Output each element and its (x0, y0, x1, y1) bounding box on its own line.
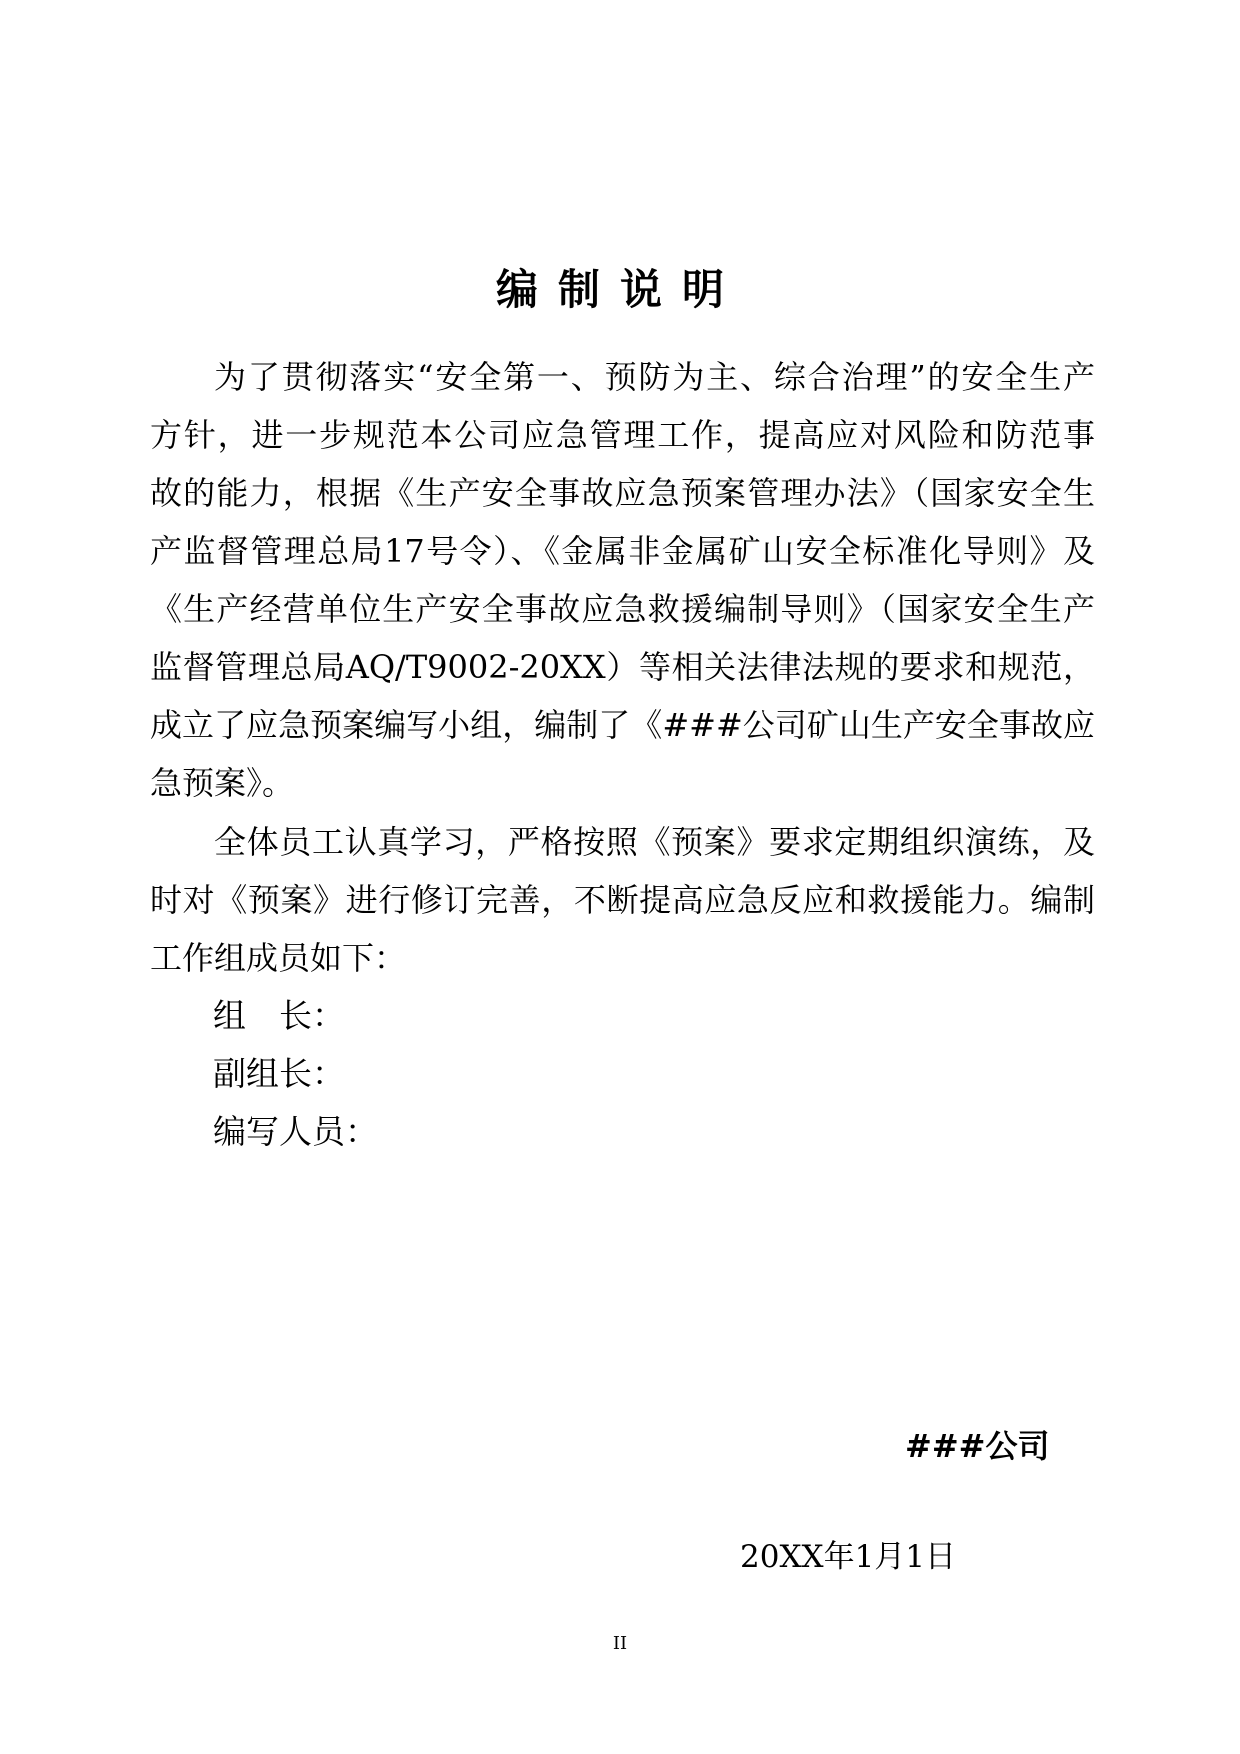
paragraph-1-line-1: 为了贯彻落实“安全第一、预防为主、综合治理”的安全生产 (214, 358, 1095, 396)
paragraph-1-line-6: 监督管理总局AQ/T9002-20XX）等相关法律法规的要求和规范， (150, 648, 1095, 686)
deputy-leader-label: 副组长： (213, 1054, 345, 1093)
deputy-leader-row (213, 1052, 345, 1096)
paragraph-2-line-3: 工作组成员如下： (150, 939, 407, 977)
paragraph-1-line-4: 产监督管理总局17号令）、《金属非金属矿山安全标准化导则》及 (150, 532, 1095, 570)
paragraph-2-line-1: 全体员工认真学习，严格按照《预案》要求定期组织演练，及 (214, 823, 1095, 861)
document-title: 编制说明 (495, 265, 744, 314)
document-date: 20XX年1月1日 (740, 1539, 957, 1575)
company-signature: ###公司 (905, 1427, 1050, 1465)
page-number: II (612, 1633, 628, 1654)
leader-row (213, 994, 345, 1038)
paragraph-1-line-2: 方针，进一步规范本公司应急管理工作，提高应对风险和防范事 (150, 416, 1095, 454)
writers-label: 编写人员： (213, 1112, 378, 1151)
paragraph-1-line-3: 故的能力，根据《生产安全事故应急预案管理办法》（国家安全生 (150, 474, 1095, 512)
writers-row (213, 1110, 378, 1154)
paragraph-2-line-2: 时对《预案》进行修订完善，不断提高应急反应和救援能力。编制 (150, 881, 1095, 919)
leader-label: 组 长： (213, 996, 345, 1035)
paragraph-1-line-5: 《生产经营单位生产安全事故应急救援编制导则》（国家安全生产 (150, 590, 1095, 628)
paragraph-1-line-7: 成立了应急预案编写小组，编制了《###公司矿山生产安全事故应 (150, 706, 1095, 744)
paragraph-1-line-8: 急预案》。 (150, 764, 295, 802)
